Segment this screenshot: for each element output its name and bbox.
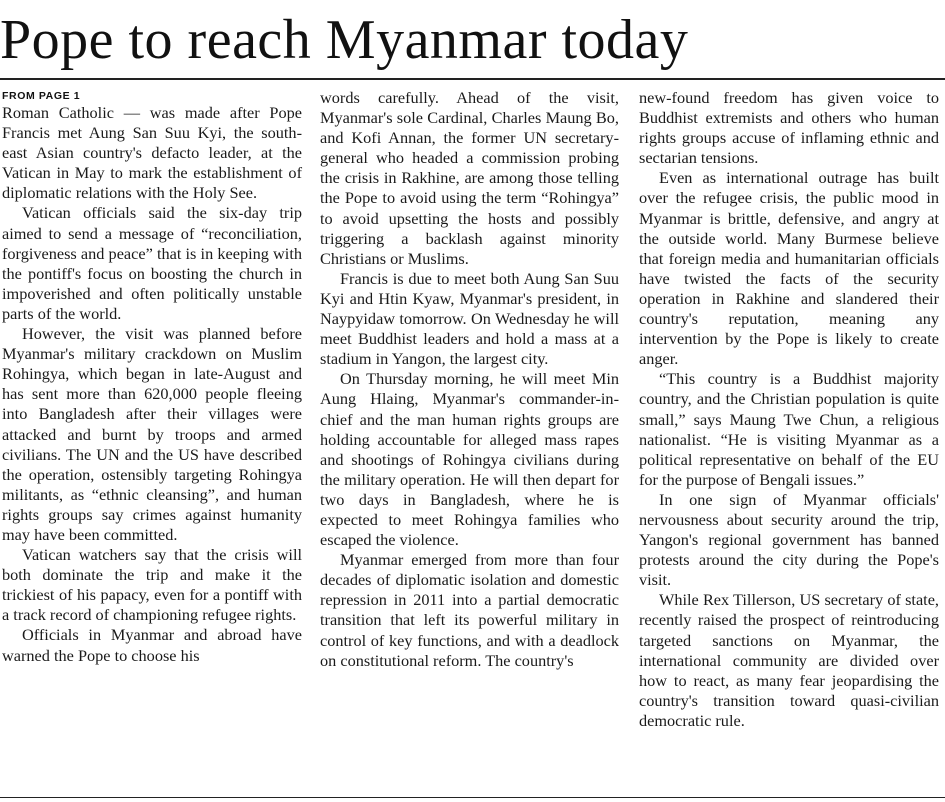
paragraph: “This country is a Buddhist majority country, and the Christian population is quite small,” says Maung Twe Chun, a religious nationalist. “He is visiting Myanmar as a political representative on behalf of the EU for the purpose of Bengali issues.” [639, 369, 939, 489]
paragraph: Officials in Myanmar and abroad have warned the Pope to choose his [2, 625, 302, 665]
article-column-1 [2, 88, 302, 666]
continuation-kicker: FROM PAGE 1 [2, 90, 81, 102]
paragraph: In one sign of Myanmar officials' nervousness about security around the trip, Yangon's regional government has banned protests around the city during the Pope's visit. [639, 489, 939, 590]
paragraph: Vatican officials said the six-day trip aimed to send a message of “reconciliation, forgiveness and peace” that is in keeping with the pontiff's focus on boosting the church in impoverished and often politically unstable parts of the world. [2, 203, 302, 323]
article-column-2 [320, 88, 619, 671]
paragraph: However, the visit was planned before Myanmar's military crackdown on Muslim Rohingya, which began in late-August and has sent more than 620,000 people fleeing into Bangladesh after their villages were attacked and burnt by troops and armed civilians. The UN and the US have described the operation, ostensibly targeting Rohingya militants, as “ethnic cleansing”, and human rights groups say crimes against humanity may have been committed. [2, 324, 302, 544]
paragraph: On Thursday morning, he will meet Min Aung Hlaing, Myanmar's commander-in-chief and the man human rights groups are holding accountable for alleged mass rapes and shootings of Rohingya civilians during the military operation. He will then depart for two days in Bangladesh, where he is expected to meet Rohingya families who escaped the violence. [320, 369, 619, 550]
paragraph: new-found freedom has given voice to Buddhist extremists and others who human rights groups accuse of inflaming ethnic and sectarian tensions. [639, 88, 939, 168]
paragraph: While Rex Tillerson, US secretary of state, recently raised the prospect of reintroducing targeted sanctions on Myanmar, the international community are divided over how to react, as many fear jeopardising the country's transition toward quasi-civilian democratic rule. [639, 590, 939, 730]
paragraph: words carefully. Ahead of the visit, Myanmar's sole Cardinal, Charles Maung Bo, and Kofi Annan, the former UN secretary-general who headed a commission probing the crisis in Rakhine, are among those telling the Pope to avoid using the term “Rohingya” to avoid upsetting the hosts and possibly triggering a backlash against minority Christians or Muslims. [320, 88, 619, 268]
headline: Pope to reach Myanmar today [0, 9, 689, 71]
paragraph: Roman Catholic — was made after Pope Francis met Aung San Suu Kyi, the south-east Asian country's defacto leader, at the Vatican in May to mark the establishment of diplomatic relations with the Holy See. [2, 103, 302, 203]
headline-rule [0, 78, 945, 80]
article-column-3 [639, 88, 939, 731]
paragraph: Even as international outrage has built over the refugee crisis, the public mood in Myanmar is brittle, defensive, and angry at the outside world. Many Burmese believe that foreign media and humanitarian officials have twisted the facts of the security operation in Rakhine and slandered their country's reputation, meaning any intervention by the Pope is likely to create anger. [639, 168, 939, 369]
paragraph: Vatican watchers say that the crisis will both dominate the trip and make it the trickiest of his papacy, even for a pontiff with a track record of championing refugee rights. [2, 545, 302, 625]
bottom-rule [0, 797, 945, 798]
paragraph: Francis is due to meet both Aung San Suu Kyi and Htin Kyaw, Myanmar's president, in Naypyidaw tomorrow. On Wednesday he will meet Buddhist leaders and hold a mass at a stadium in Yangon, the largest city. [320, 268, 619, 369]
paragraph: Myanmar emerged from more than four decades of diplomatic isolation and domestic repression in 2011 into a partial democratic transition that left its powerful military in control of key functions, and with a deadlock on constitutional reform. The country's [320, 550, 619, 670]
